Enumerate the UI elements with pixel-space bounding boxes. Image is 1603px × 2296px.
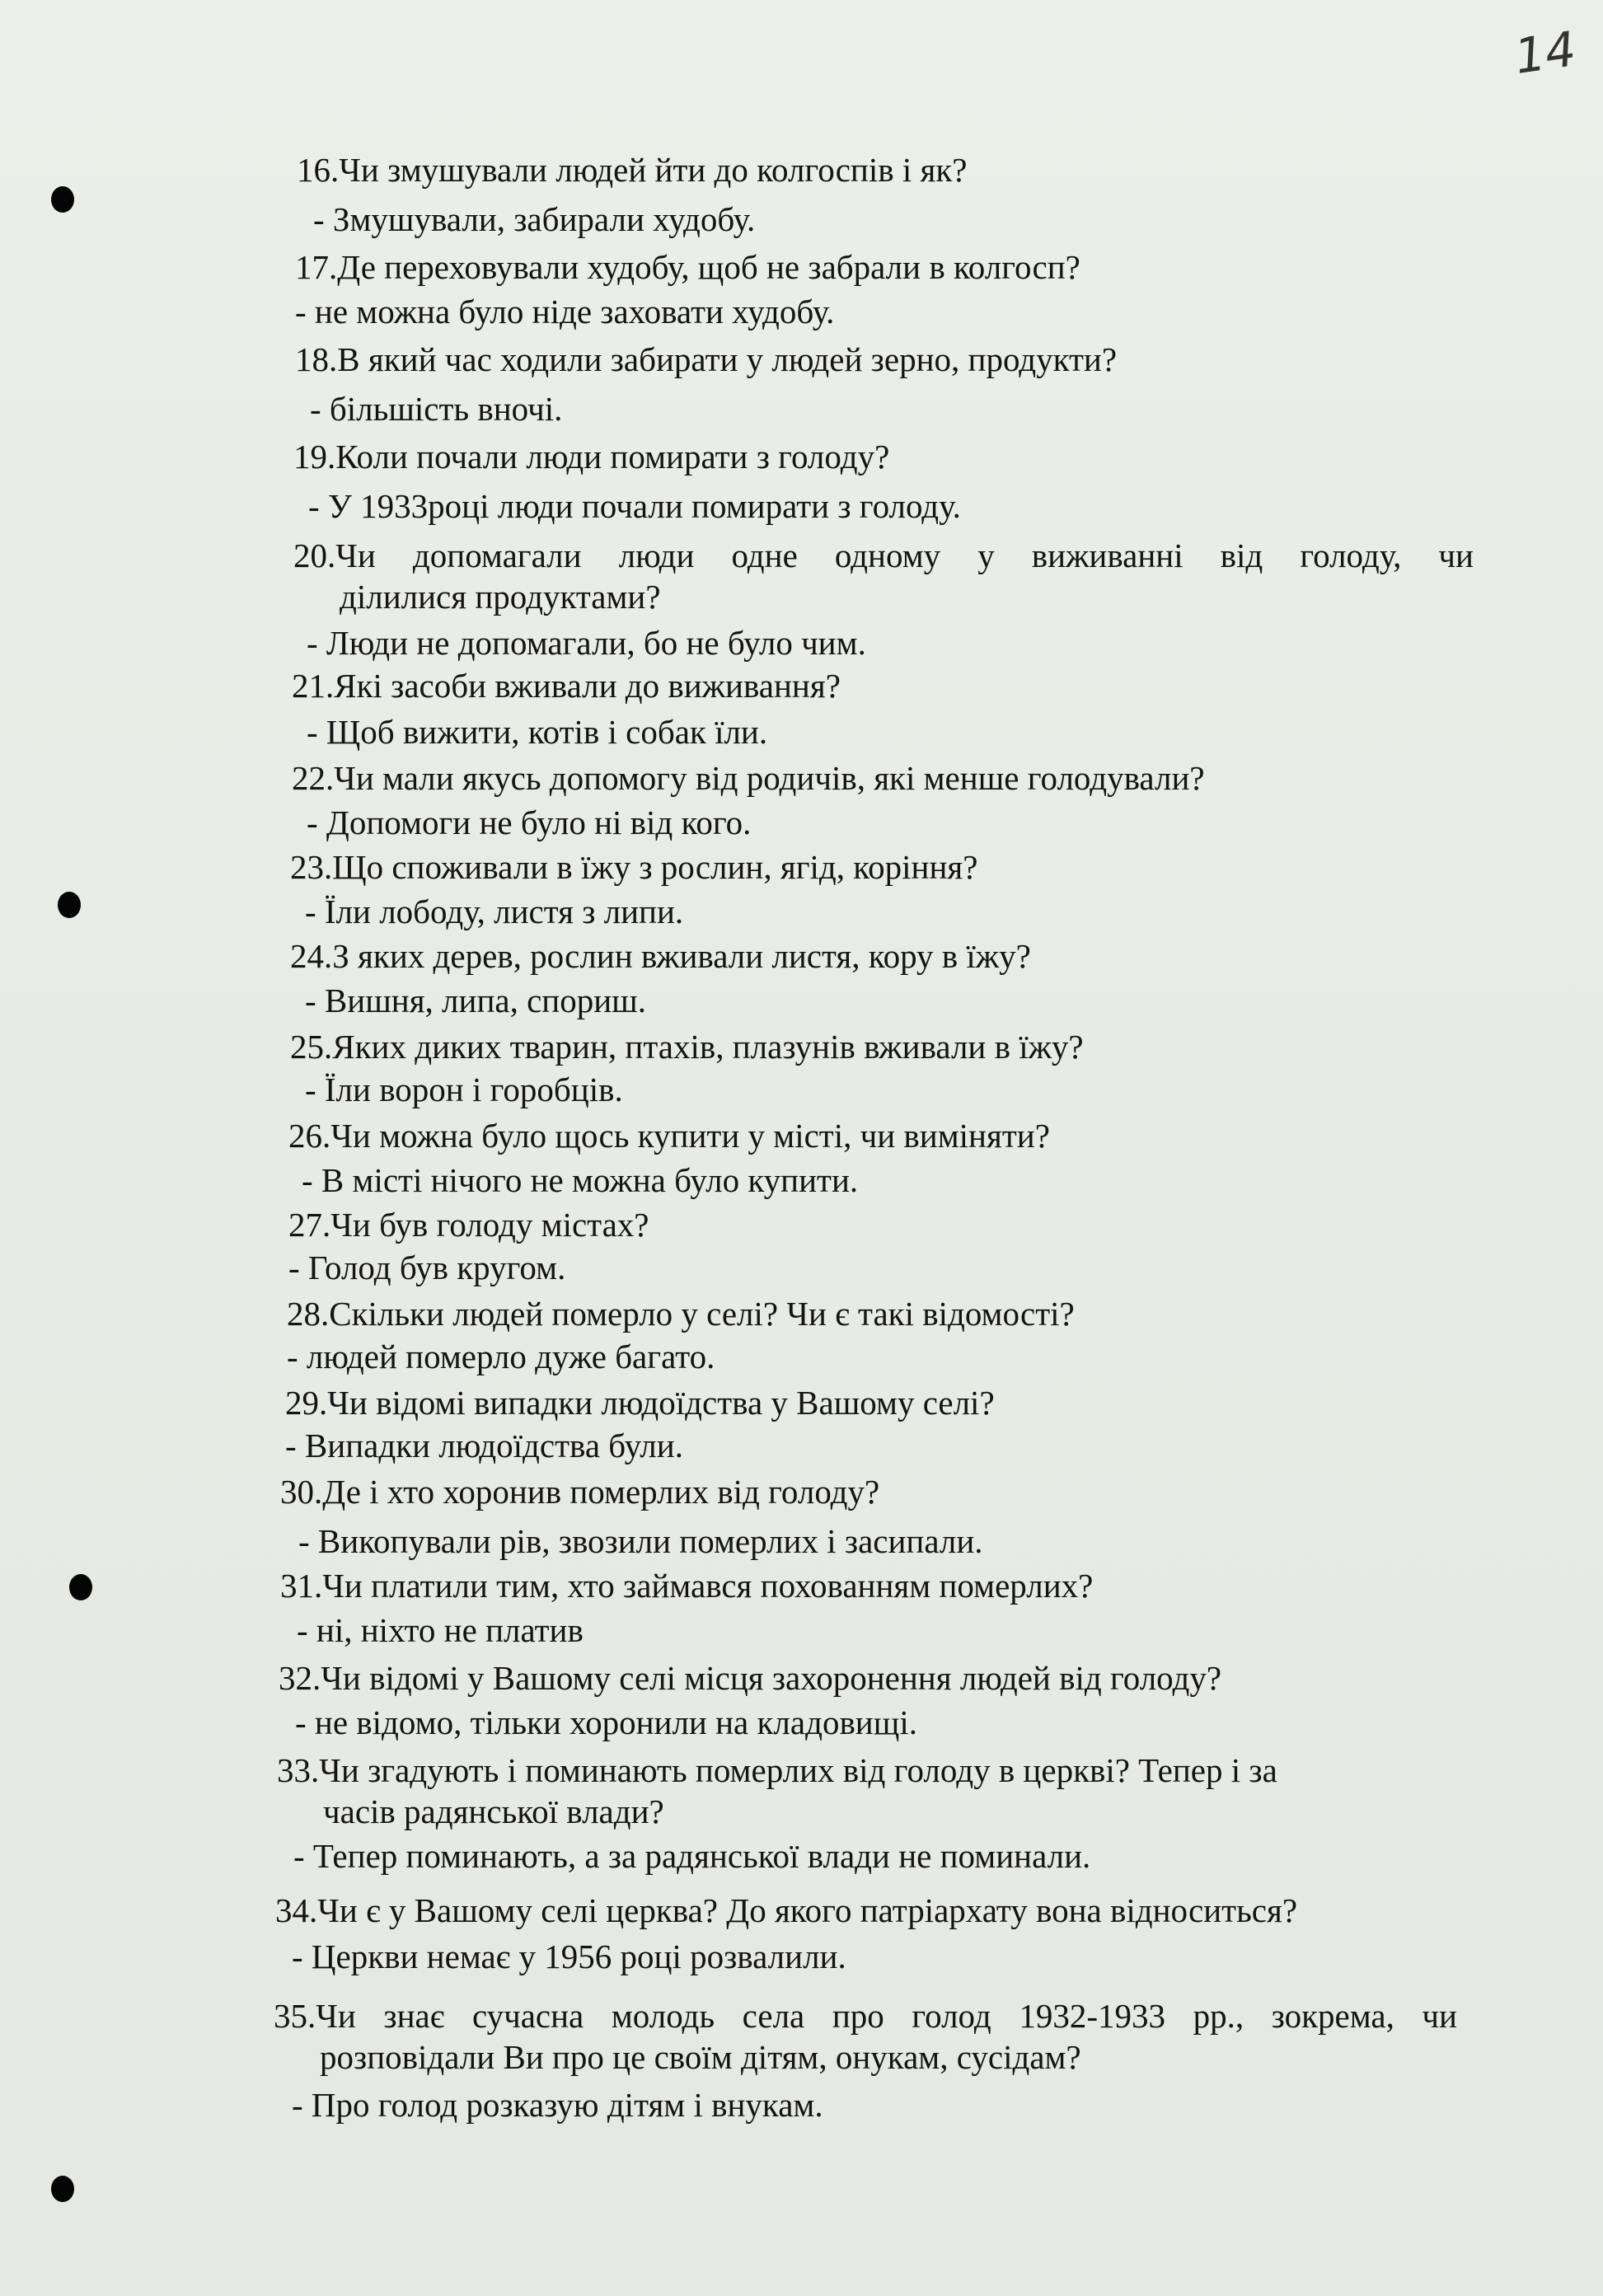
answer-30: - Викопували рів, звозили померлих і засипали. [298,1522,983,1560]
answer-19: - У 1933році люди почали помирати з голоду. [308,487,961,525]
page-number: 14 [1511,21,1580,85]
question-24: 24.З яких дерев, рослин вживали листя, кору в їжу? [290,937,1031,975]
answer-20: - Люди не допомагали, бо не було чим. [307,624,866,662]
answer-25: - Їли ворон і горобців. [305,1071,623,1108]
answer-27: - Голод був кругом. [288,1249,566,1286]
question-18: 18.В який час ходили забирати у людей зерно, продукти? [295,340,1118,378]
question-23: 23.Що споживали в їжу з рослин, ягід, коріння? [290,848,978,886]
question-32: 32.Чи відомі у Вашому селі місця захоронення людей від голоду? [279,1659,1222,1697]
punch-hole [69,1574,92,1600]
answer-17: - не можна було ніде заховати худобу. [295,293,835,330]
question-31: 31.Чи платили тим, хто займався похованням померлих? [280,1567,1094,1605]
question-17: 17.Де переховували худобу, щоб не забрали в колгосп? [295,248,1080,286]
answer-16: - Змушували, забирали худобу. [313,200,756,238]
answer-28: - людей померло дуже багато. [287,1338,715,1375]
question-33: 33.Чи згадують і поминають померлих від голоду в церкві? Тепер і за [277,1751,1277,1789]
question-20-continued: дiлилися продуктами? [340,578,661,616]
question-30: 30.Де і хто хоронив померлих від голоду? [280,1473,880,1511]
question-34: 34.Чи є у Вашому селі церква? До якого патріархату вона відноситься? [275,1891,1298,1929]
answer-18: - більшість вночі. [310,390,563,428]
punch-hole [51,186,74,213]
answer-33: - Тепер поминають, а за радянської влади не поминали. [293,1837,1091,1875]
answer-32: - не відомо, тільки хоронили на кладовищі. [295,1703,917,1741]
answer-35: - Про голод розказую дітям і внукам. [292,2086,823,2124]
question-33-continued: часів радянської влади? [323,1792,664,1830]
answer-26: - В місті нічого не можна було купити. [302,1161,859,1199]
question-19: 19.Коли почали люди помирати з голоду? [293,438,890,476]
question-28: 28.Скільки людей померло у селі? Чи є такі відомості? [287,1295,1075,1333]
answer-24: - Вишня, липа, спориш. [305,982,647,1019]
question-22: 22.Чи мали якусь допомогу від родичів, які менше голодували? [292,759,1205,797]
punch-hole [51,2176,74,2202]
question-27: 27.Чи був голоду містах? [288,1206,649,1244]
answer-34: - Церкви немає у 1956 році розвалили. [292,1938,846,1975]
question-29: 29.Чи відомі випадки людоїдства у Вашому селі? [285,1384,995,1422]
punch-hole [58,892,81,918]
question-35: 35.Чи знає сучасна молодь села про голод 1932-1933 рр., зокрема, чи [274,1997,1457,2035]
question-21: 21.Які засоби вживали до виживання? [292,667,841,705]
question-25: 25.Яких диких тварин, птахів, плазунів вживали в їжу? [290,1028,1084,1066]
question-16: 16.Чи змушували людей йти до колгоспів і як? [297,151,968,189]
answer-23: - Їли лободу, листя з липи. [305,893,684,930]
answer-21: - Щоб вижити, котів і собак їли. [307,713,768,751]
question-26: 26.Чи можна було щось купити у місті, чи виміняти? [288,1117,1050,1155]
question-20: 20.Чи допомагали люди одне одному у виживанні від голоду, чи [293,537,1474,574]
question-35-continued: розповідали Ви про це своїм дітям, онукам, сусідам? [320,2038,1081,2076]
answer-22: - Допомоги не було ні від кого. [307,804,752,841]
answer-31: - ні, ніхто не платив [297,1611,584,1649]
answer-29: - Випадки людоїдства були. [285,1427,683,1464]
